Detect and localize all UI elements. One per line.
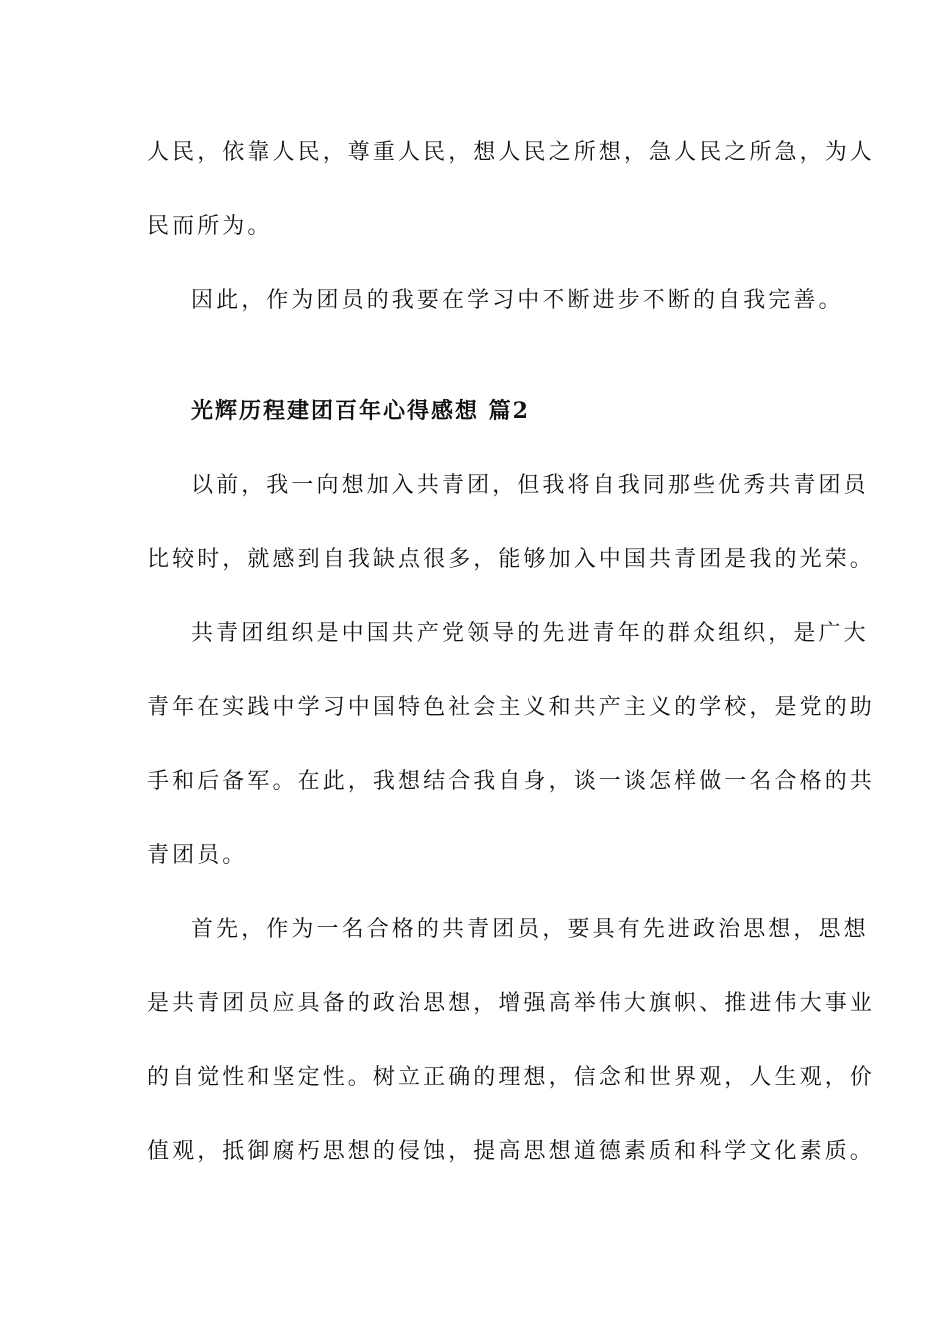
text-line: 因此，作为团员的我要在学习中不断进步不断的自我完善。 bbox=[191, 288, 844, 313]
text-line: 人民，依靠人民，尊重人民，想人民之所想，急人民之所急，为人 bbox=[147, 140, 875, 165]
section-heading: 光辉历程建团百年心得感想 篇2 bbox=[191, 398, 530, 424]
text-line: 青年在实践中学习中国特色社会主义和共产主义的学校，是党的助 bbox=[147, 695, 875, 720]
text-line: 青团员。 bbox=[147, 843, 248, 868]
text-line: 手和后备军。在此，我想结合我自身，谈一谈怎样做一名合格的共 bbox=[147, 769, 875, 794]
text-line: 以前，我一向想加入共青团，但我将自我同那些优秀共青团员 bbox=[191, 473, 869, 498]
text-line: 共青团组织是中国共产党领导的先进青年的群众组织，是广大 bbox=[191, 621, 869, 646]
text-line: 首先，作为一名合格的共青团员，要具有先进政治思想，思想 bbox=[191, 917, 869, 942]
text-line: 比较时，就感到自我缺点很多，能够加入中国共青团是我的光荣。 bbox=[147, 547, 875, 572]
text-line: 民而所为。 bbox=[147, 214, 273, 239]
document-body bbox=[147, 134, 875, 1170]
text-line: 的自觉性和坚定性。树立正确的理想，信念和世界观，人生观，价 bbox=[147, 1065, 875, 1090]
text-line: 值观，抵御腐朽思想的侵蚀，提高思想道德素质和科学文化素质。 bbox=[147, 1139, 875, 1164]
text-line: 是共青团员应具备的政治思想，增强高举伟大旗帜、推进伟大事业 bbox=[147, 991, 875, 1016]
